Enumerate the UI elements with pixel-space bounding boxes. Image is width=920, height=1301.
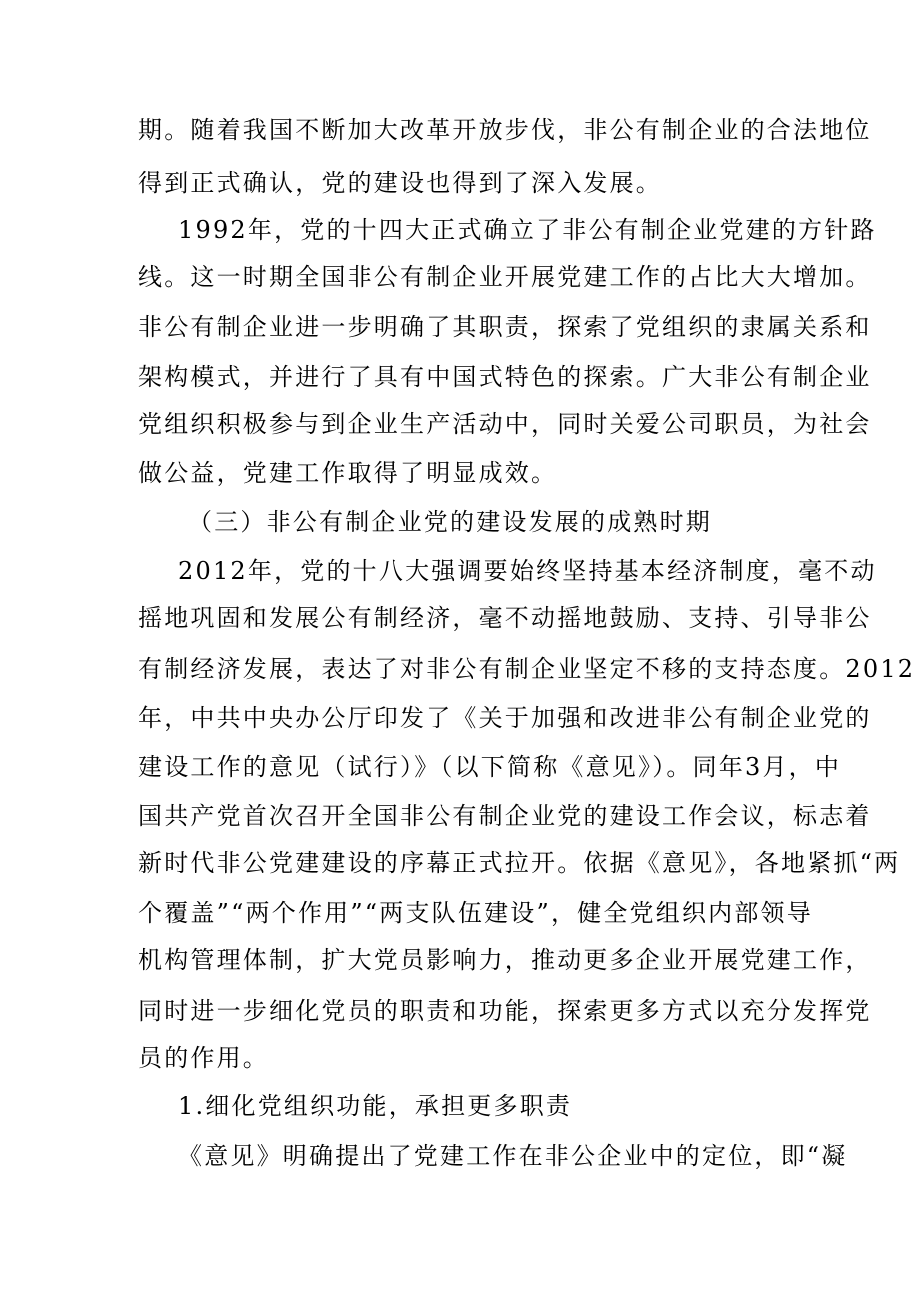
paragraph-line: 做公益，党建工作取得了明显成效。 bbox=[138, 459, 558, 487]
paragraph-line: 有制经济发展，表达了对非公有制企业坚定不移的支持态度。2012 bbox=[138, 655, 916, 683]
paragraph-line: 《意见》明确提出了党建工作在非公企业中的定位，即“凝 bbox=[178, 1142, 848, 1170]
paragraph-line: 线。这一时期全国非公有制企业开展党建工作的占比大大增加。 bbox=[138, 263, 872, 291]
paragraph-line: 得到正式确认，党的建设也得到了深入发展。 bbox=[138, 169, 662, 197]
paragraph-line: 1992年，党的十四大正式确立了非公有制企业党建的方针路 bbox=[178, 216, 877, 244]
paragraph-line: 新时代非公党建建设的序幕正式拉开。依据《意见》，各地紧抓“两 bbox=[138, 849, 901, 877]
section-heading: （三）非公有制企业党的建设发展的成熟时期 bbox=[188, 508, 712, 536]
paragraph-line: 机构管理体制，扩大党员影响力，推动更多企业开展党建工作， bbox=[138, 946, 872, 974]
paragraph-line: 同时进一步细化党员的职责和功能，探索更多方式以充分发挥党 bbox=[138, 997, 872, 1025]
paragraph-line: 建设工作的意见（试行）》（以下简称《意见》）。同年3月，中 bbox=[138, 753, 842, 781]
paragraph-line: 员的作用。 bbox=[138, 1044, 269, 1072]
paragraph-line: 党组织积极参与到企业生产活动中，同时关爱公司职员，为社会 bbox=[138, 410, 872, 438]
paragraph-line: 架构模式，并进行了具有中国式特色的探索。广大非公有制企业 bbox=[138, 363, 872, 391]
paragraph-line: 2012年，党的十八大强调要始终坚持基本经济制度，毫不动 bbox=[178, 557, 877, 585]
paragraph-line: 摇地巩固和发展公有制经济，毫不动摇地鼓励、支持、引导非公 bbox=[138, 604, 872, 632]
paragraph-line: 期。随着我国不断加大改革开放步伐，非公有制企业的合法地位 bbox=[138, 116, 872, 144]
paragraph-line: 非公有制企业进一步明确了其职责，探索了党组织的隶属关系和 bbox=[138, 313, 872, 341]
paragraph-line: 国共产党首次召开全国非公有制企业党的建设工作会议，标志着 bbox=[138, 802, 872, 830]
subsection-heading: 1.细化党组织功能，承担更多职责 bbox=[178, 1092, 573, 1120]
paragraph-line: 年，中共中央办公厅印发了《关于加强和改进非公有制企业党的 bbox=[138, 704, 872, 732]
paragraph-line: 个覆盖”“两个作用”“两支队伍建设”，健全党组织内部领导 bbox=[138, 899, 813, 927]
